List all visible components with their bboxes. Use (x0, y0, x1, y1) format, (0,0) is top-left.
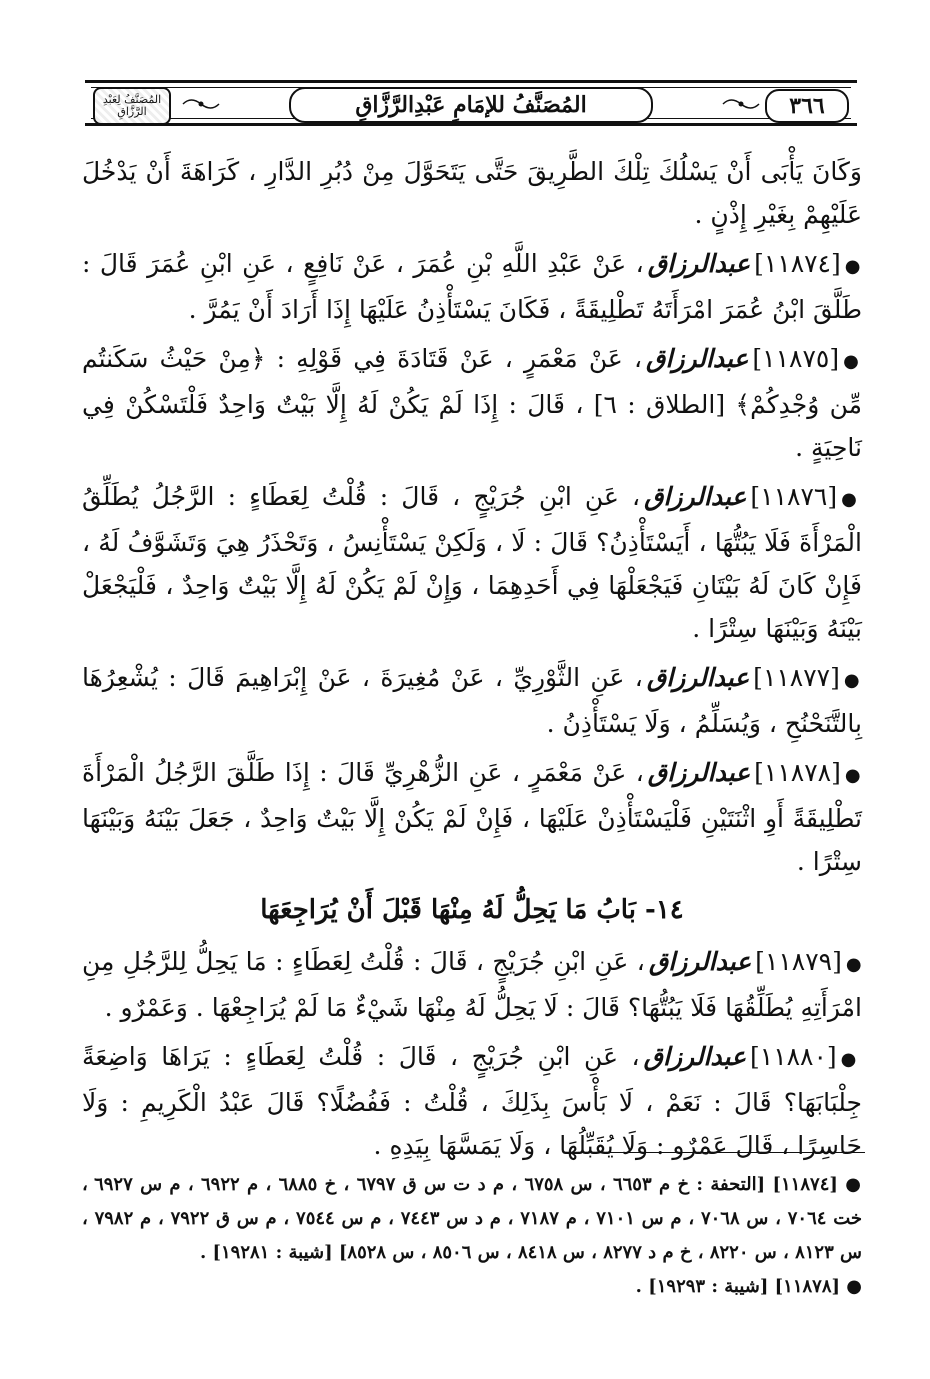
hadith-entry (82, 242, 862, 331)
bullet-icon: ● (843, 670, 862, 691)
hadith-entry (82, 475, 862, 650)
hadith-number: [١١٨٧٨] (754, 758, 841, 787)
bullet-icon: ● (841, 489, 862, 510)
bullet-icon: ● (844, 256, 862, 277)
page-number: ٣٦٦ (765, 89, 849, 123)
hadith-entry (82, 751, 862, 883)
hadith-entry (82, 337, 862, 469)
hadith-entry (82, 656, 862, 745)
narrator-name: عبدالرزاق (646, 344, 749, 373)
hadith-number: [١١٨٨٠] (750, 1042, 837, 1071)
narrator-name: عبدالرزاق (648, 947, 752, 976)
hadith-entry (82, 1035, 862, 1167)
hadith-text: ، عَنِ الثَّوْرِيِّ ، عَنْ مُغِيرَةَ ، عَنْ إِبْرَاهِيمَ قَالَ : يُشْعِرُهَا بِالتَّنَحْنُحِ ، وَيُسَلِّمُ ، وَلَا يَسْتَأْذِنُ . (82, 663, 862, 738)
hadith-number: [١١٨٧٧] (753, 663, 840, 692)
book-logo: المُصَنَّفُ لِعَبْدِ الرَّزَّاقِ (93, 87, 171, 125)
paragraph (82, 150, 862, 236)
hadith-number: [١١٨٧٦] (750, 482, 838, 511)
footnotes (82, 1168, 862, 1304)
narrator-name: عبدالرزاق (646, 663, 750, 692)
narrator-name: عبدالرزاق (643, 1042, 746, 1071)
footnote: ● [١١٨٧٨] [شيبة : ١٩٢٩٣] . (635, 1276, 862, 1297)
narrator-name: عبدالرزاق (647, 249, 751, 278)
narrator-name: عبدالرزاق (644, 482, 747, 511)
main-text (82, 150, 862, 1173)
page-header (85, 80, 857, 126)
paragraph-text: وَكَانَ يَأْبَى أَنْ يَسْلُكَ تِلْكَ الطَّرِيقَ حَتَّى يَتَحَوَّلَ مِنْ دُبُرِ الدَّارِ ، كَرَاهَةَ أَنْ يَدْخُلَ عَلَيْهِمْ بِغَيْرِ إِذْنٍ . (82, 157, 862, 229)
hadith-entry (82, 940, 862, 1029)
narrator-name: عبدالرزاق (647, 758, 751, 787)
bullet-icon: ● (843, 351, 862, 372)
bullet-icon: ● (844, 765, 862, 786)
hadith-number: [١١٨٧٩] (755, 947, 842, 976)
hadith-text: ، عَنْ عَبْدِ اللَّهِ بْنِ عُمَرَ ، عَنْ نَافِعٍ ، عَنِ ابْنِ عُمَرَ قَالَ : طَلَّقَ ابْنُ عُمَرَ امْرَأَتَهُ تَطْلِيقَةً ، فَكَانَ يَسْتَأْذِنُ عَلَيْهَا إِذَا أَرَادَ أَنْ يَمُرَّ . (82, 249, 862, 324)
hadith-text: ، عَنِ ابْنِ جُرَيْجٍ ، قَالَ : قُلْتُ لِعَطَاءٍ : الرَّجُلُ يُطَلِّقُ الْمَرْأَةَ فَلَا يَبُتُّهَا ، أَيَسْتَأْذِنُ؟ قَالَ : لَا ، وَلَكِنْ يَسْتَأْنِسُ ، وَتَحْذَرُ هِيَ وَتَشَوَّفُ لَهُ ، فَإِنْ كَانَ لَهُ بَيْتَانِ فَيَجْعَلْهَا فِي أَحَدِهِمَا ، وَإِنْ لَمْ يَكُنْ لَهُ إِلَّا بَيْتٌ وَاحِدٌ ، فَلْيَجْعَلْ بَيْنَهُ وَبَيْنَهَا سِتْرًا . (82, 482, 862, 643)
hadith-number: [١١٨٧٥] (752, 344, 840, 373)
ornament-icon (181, 95, 221, 113)
hadith-number: [١١٨٧٤] (754, 249, 841, 278)
book-title: المُصَنَّفُ للإمَامِ عَبْدِالرَّزَّاقِ (289, 87, 653, 123)
chapter-heading: ١٤- بَابُ مَا يَحِلُّ لَهُ مِنْهَا قَبْلَ أَنْ يُرَاجِعَهَا (260, 895, 684, 925)
hadith-text: ، عَنِ ابْنِ جُرَيْجٍ ، قَالَ : قُلْتُ لِعَطَاءٍ : يَرَاهَا وَاضِعَةً جِلْبَابَهَا؟ قَالَ : نَعَمْ ، لَا بَأْسَ بِذَلِكَ ، قُلْتُ : فَفُضُلًا؟ قَالَ عَبْدُ الْكَرِيمِ : وَلَا حَاسِرًا ، قَالَ عَمْرٌو : وَلَا يُقَبِّلُهَا ، وَلَا يَمَسَّهَا بِيَدِهِ . (82, 1042, 862, 1160)
hadith-text: ، عَنْ مَعْمَرٍ ، عَنْ قَتَادَةَ فِي قَوْلِهِ : ﴿مِنْ حَيْثُ سَكَنتُم مِّن وُجْدِكُمْ﴾ [الطلاق : ٦] ، قَالَ : إِذَا لَمْ يَكُنْ لَهُ إِلَّا بَيْتٌ وَاحِدٌ فَلْتَسْكُنْ فِي نَاحِيَةٍ . (82, 344, 863, 462)
footnote: ● [١١٨٧٤] [التحفة : خ م ٦٦٥٣ ، س ٦٧٥٨ ، م د ت س ق ٦٧٩٧ ، خ ٦٨٨٥ ، م ٦٩٢٢ ، م س ٦٩٢٧ ، خت ٧٠٦٤ ، س ٧٠٦٨ ، م س ٧١٠١ ، م ٧١٨٧ ، م د س ٧٤٤٣ ، م س ٧٥٤٤ ، م س ق ٧٩٢٢ ، م ٧٩٨٢ ، س ٨١٢٣ ، س ٨٢٢٠ ، خ م د ٨٢٧٧ ، س ٨٤١٨ ، س ٨٥٠٦ ، س ٨٥٢٨] [شيبة : ١٩٢٨١] . (82, 1174, 863, 1263)
hadith-text: ، عَنْ مَعْمَرٍ ، عَنِ الزُّهْرِيِّ قَالَ : إِذَا طَلَّقَ الرَّجُلُ الْمَرْأَةَ تَطْلِيقَةً أَوِ اثْنَتَيْنِ فَلْيَسْتَأْذِنْ عَلَيْهَا ، فَإِنْ لَمْ يَكُنْ إِلَّا بَيْتٌ وَاحِدٌ ، جَعَلَ بَيْنَهُ وَبَيْنَهَا سِتْرًا . (82, 758, 862, 876)
bullet-icon: ● (845, 954, 862, 975)
footnote-divider (580, 1152, 865, 1153)
hadith-text: ، عَنِ ابْنِ جُرَيْجٍ ، قَالَ : قُلْتُ لِعَطَاءٍ : مَا يَحِلُّ لِلرَّجُلِ مِنِ امْرَأَتِهِ يُطَلِّقُهَا فَلَا يَبُتُّهَا؟ قَالَ : لَا يَحِلُّ لَهُ مِنْهَا شَيْءٌ مَا لَمْ يُرَاجِعْهَا . وَعَمْرٌو . (82, 947, 862, 1022)
ornament-icon (721, 95, 761, 113)
bullet-icon: ● (840, 1049, 862, 1070)
